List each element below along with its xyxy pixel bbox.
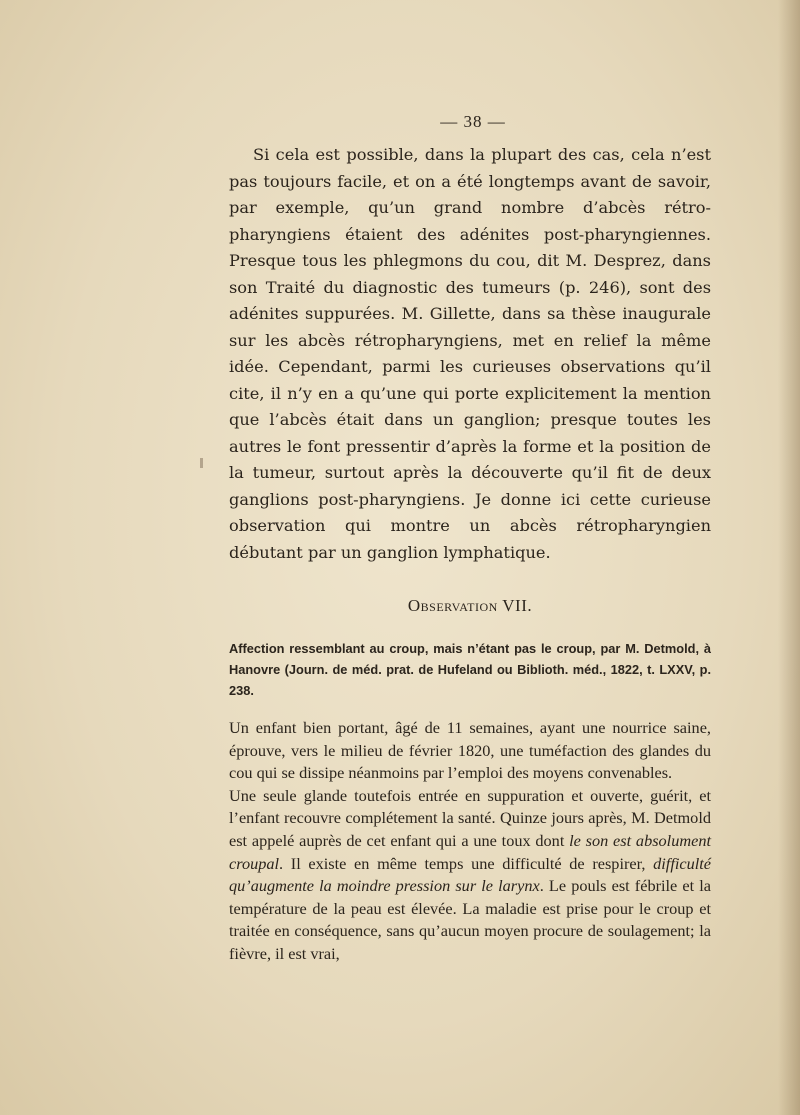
margin-mark	[200, 458, 203, 468]
narrative-paragraph-1: Un enfant bien portant, âgé de 11 semaines, ayant une nourrice saine, éprouve, vers le milieu de février 1820, une tuméfaction des glandes du cou qui se dissipe néanmoins par l’emploi des moyens convenables.	[229, 718, 711, 783]
body-text	[229, 142, 711, 566]
observation-narrative	[229, 717, 711, 966]
body-paragraph: Si cela est possible, dans la plupart des cas, cela n’est pas toujours facile, et on a été longtemps avant de savoir, par exemple, qu’un grand nombre d’abcès rétro-pharyngiens étaient des adénites post-pharyngiennes. Presque tous les phlegmons du cou, dit M. Desprez, dans son Traité du diagnostic des tumeurs (p. 246), sont des adénites suppurées. M. Gillette, dans sa thèse inaugurale sur les abcès rétropharyngiens, met en relief la même idée. Cependant, parmi les curieuses observations qu’il cite, il n’y en a qu’une qui porte explicitement la mention que l’abcès était dans un ganglion; presque toutes les autres le font pressentir d’après la forme et la position de la tumeur, surtout après la découverte qu’il fit de deux ganglions post-pharyngiens. Je donne ici cette curieuse observation qui montre un abcès rétropharyngien débutant par un ganglion lymphatique.	[229, 145, 711, 562]
observation-title-number: VII.	[502, 596, 533, 615]
narrative-paragraph-2	[229, 785, 711, 966]
narrative-italic-2: difficulté qu’augmente la moindre pression sur le larynx	[229, 853, 711, 896]
book-page	[229, 110, 711, 966]
narrative-text-a: Une seule glande toutefois entrée en suppuration et ouverte, guérit, et l’enfant recouvre complétement la santé. Quinze jours après, M. Detmold est appelé auprès de cet enfant qui a une toux dont	[229, 785, 711, 850]
observation-title	[229, 594, 711, 618]
narrative-italic-1: le son est absolument croupal	[229, 830, 711, 873]
narrative-text-c: . Le pouls est fébrile et la température de la peau est élevée. La maladie est prise pour le croup et traitée en conséquence, sans qu’aucun moyen procure de soulagement; la fièvre, il est vrai,	[229, 876, 711, 963]
page-number: — 38 —	[440, 112, 506, 131]
narrative-text-b: . Il existe en même temps une difficulté de respirer,	[279, 853, 654, 873]
observation-title-word: Observation	[407, 596, 498, 615]
page-edge-shadow	[778, 0, 800, 1115]
observation-reference: Affection ressemblant au croup, mais n’étant pas le croup, par M. Detmold, à Hanovre (Journ. de méd. prat. de Hufeland ou Biblioth. méd., 1822, t. LXXV, p. 238.	[229, 641, 711, 698]
